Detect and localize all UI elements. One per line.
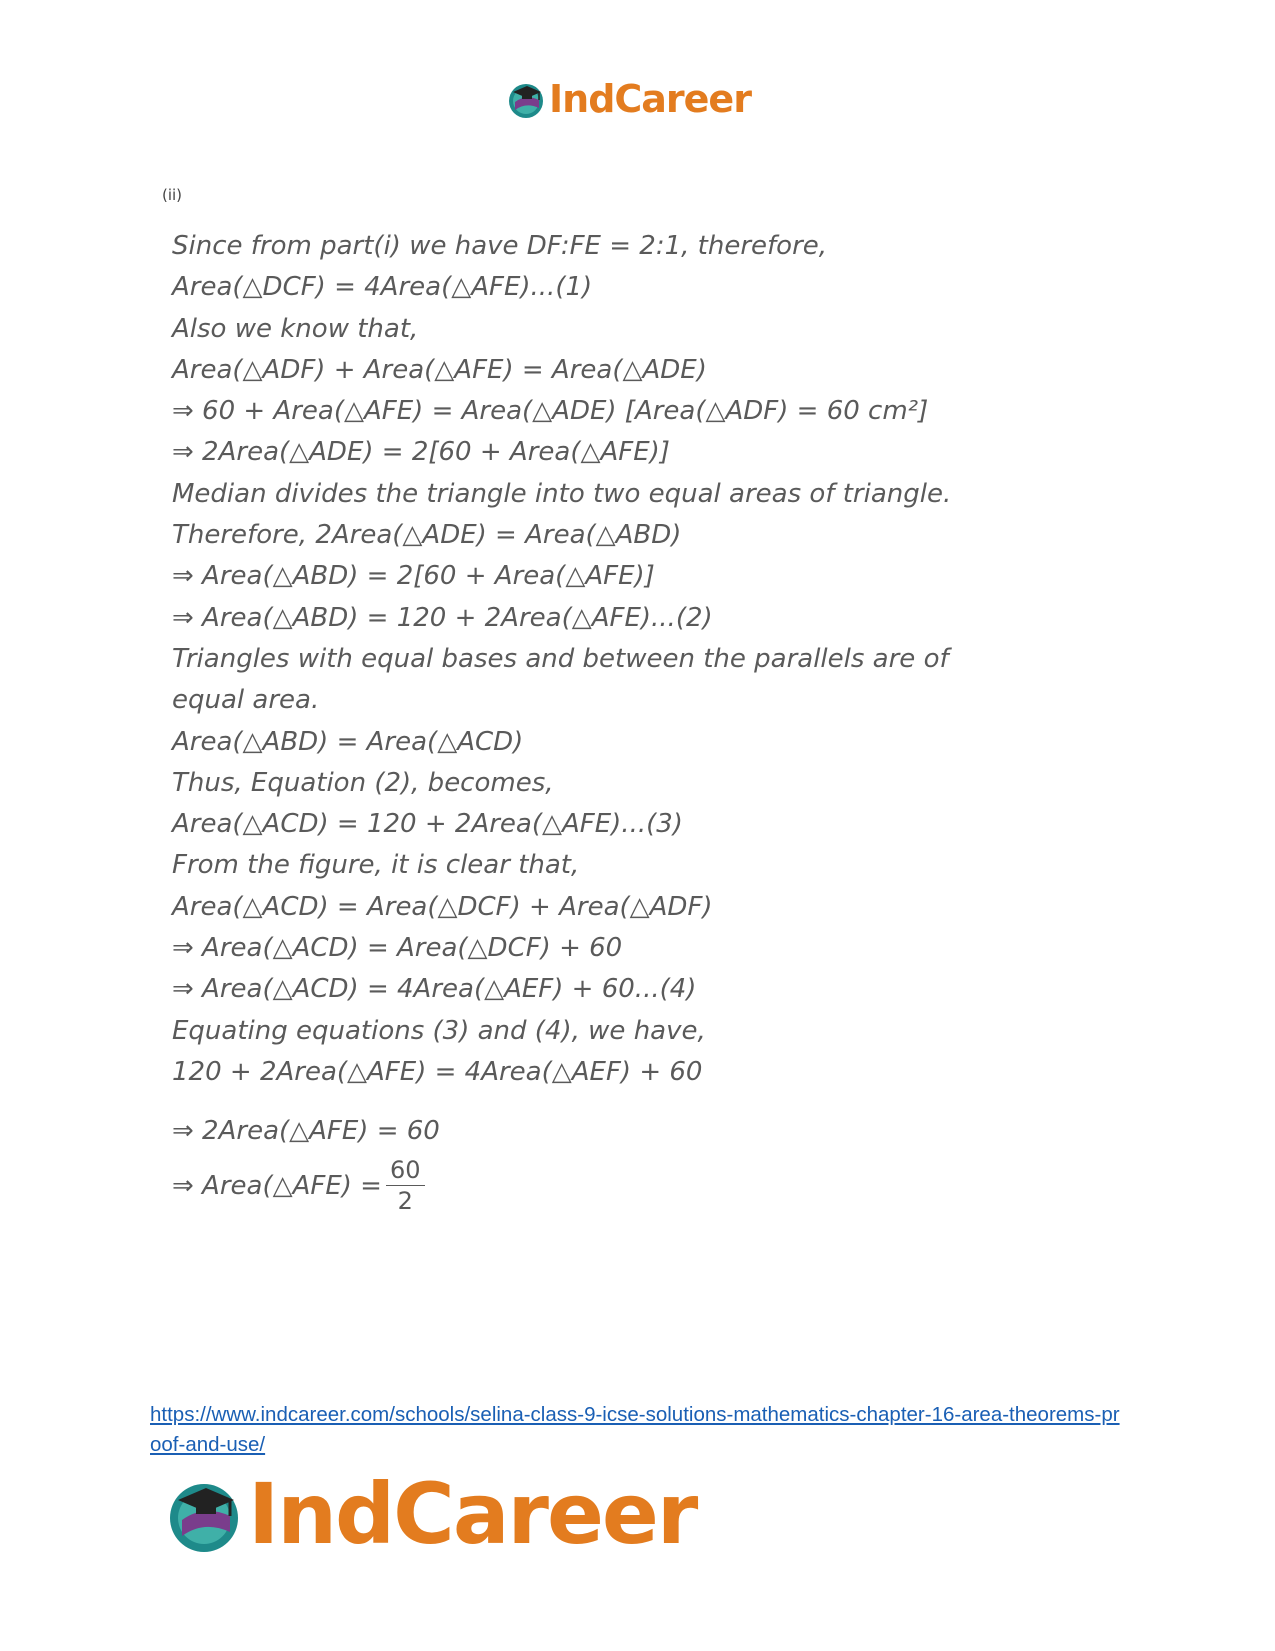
solution-line: ⇒ Area(△ABD) = 2[60 + Area(△AFE)] bbox=[172, 561, 655, 592]
fraction-denominator: 2 bbox=[397, 1187, 413, 1216]
solution-block bbox=[172, 226, 1072, 1219]
fraction-equation bbox=[172, 1153, 1072, 1219]
solution-line: ⇒ Area(△ACD) = Area(△DCF) + 60 bbox=[172, 933, 623, 964]
solution-line: Equating equations (3) and (4), we have, bbox=[172, 1015, 706, 1046]
solution-line: From the figure, it is clear that, bbox=[172, 850, 580, 881]
fraction-numerator: 60 bbox=[386, 1155, 425, 1186]
fraction bbox=[386, 1155, 425, 1216]
solution-line: Therefore, 2Area(△ADE) = Area(△ABD) bbox=[172, 520, 682, 551]
source-url-link[interactable]: https://www.indcareer.com/schools/selina-class-9-icse-solutions-mathematics-chapter-16-area-theorems-proof-and-use/ bbox=[150, 1403, 1120, 1456]
header-logo-text: IndCareer bbox=[549, 77, 751, 121]
solution-line: ⇒ Area(△ACD) = 4Area(△AEF) + 60...(4) bbox=[172, 974, 697, 1005]
solution-line: Area(△ACD) = Area(△DCF) + Area(△ADF) bbox=[172, 891, 713, 922]
solution-line: Area(△ADF) + Area(△AFE) = Area(△ADE) bbox=[172, 354, 707, 385]
solution-line: 120 + 2Area(△AFE) = 4Area(△AEF) + 60 bbox=[172, 1056, 703, 1087]
solution-line: Area(△DCF) = 4Area(△AFE)...(1) bbox=[172, 272, 593, 303]
fraction-lhs: ⇒ Area(△AFE) = bbox=[172, 1170, 382, 1201]
solution-line: Triangles with equal bases and between the parallels are of bbox=[172, 643, 949, 674]
solution-line: Since from part(i) we have DF:FE = 2:1, therefore, bbox=[172, 231, 828, 261]
graduation-globe-icon bbox=[505, 78, 547, 120]
solution-line: Median divides the triangle into two equal areas of triangle. bbox=[172, 478, 952, 509]
footer-logo-text: IndCareer bbox=[248, 1465, 697, 1563]
solution-line: Thus, Equation (2), becomes, bbox=[172, 767, 554, 798]
solution-line: ⇒ 2Area(△ADE) = 2[60 + Area(△AFE)] bbox=[172, 437, 670, 468]
solution-line: Area(△ACD) = 120 + 2Area(△AFE)...(3) bbox=[172, 809, 683, 840]
solution-line: equal area. bbox=[172, 685, 320, 716]
footer-logo bbox=[162, 1465, 697, 1563]
solution-line: Also we know that, bbox=[172, 313, 419, 344]
solution-line: ⇒ 2Area(△AFE) = 60 bbox=[172, 1116, 440, 1147]
graduation-globe-icon bbox=[162, 1472, 246, 1556]
part-label: (ii) bbox=[162, 186, 183, 204]
solution-line: ⇒ Area(△ABD) = 120 + 2Area(△AFE)...(2) bbox=[172, 602, 713, 633]
solution-line: Area(△ABD) = Area(△ACD) bbox=[172, 726, 524, 757]
solution-line: ⇒ 60 + Area(△AFE) = Area(△ADE) [Area(△ADF) = 60 cm²] bbox=[172, 396, 929, 427]
header-logo bbox=[505, 78, 751, 120]
